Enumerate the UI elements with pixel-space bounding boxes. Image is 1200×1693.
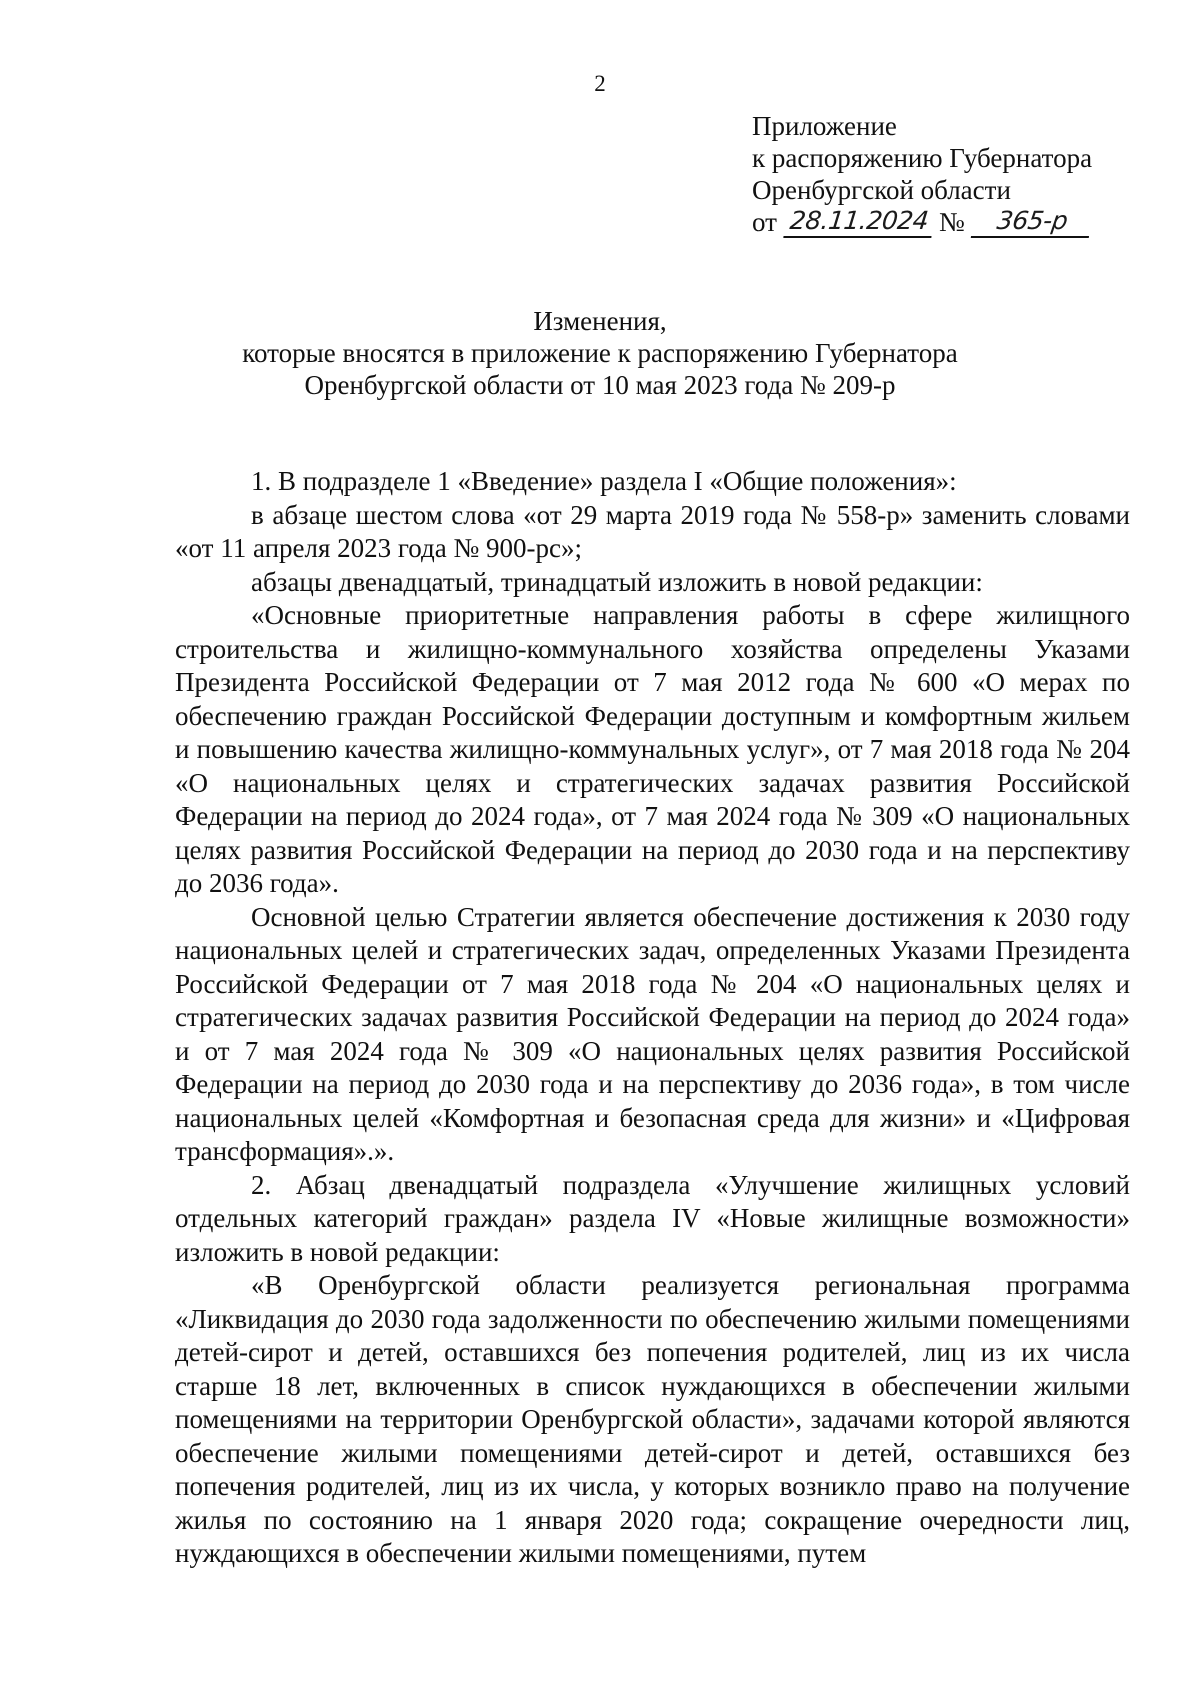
- paragraph: «Основные приоритетные направления работы в сфере жилищного строительства и жилищно-коммунального хозяйства определены Указами Президента Российской Федерации от 7 мая 2012 года № 600 «О мерах по обеспечению граждан Российской Федерации доступным и комфортным жильем и повышению качества жилищно-коммунальных услуг», от 7 мая 2018 года № 204 «О национальных целях и стратегических задачах развития Российской Федерации на период до 2024 года», от 7 мая 2024 года № 309 «О национальных целях развития Российской Федерации на период до 2030 года и на перспективу до 2036 года».: [175, 600, 1130, 898]
- title-line-1: Изменения,: [533, 306, 667, 336]
- title-line-3: Оренбургской области от 10 мая 2023 года № 209-р: [304, 370, 896, 400]
- appendix-line-3: Оренбургской области: [752, 175, 1011, 205]
- handwritten-number: 365-р: [970, 206, 1092, 238]
- paragraph: абзацы двенадцатый, тринадцатый изложить в новой редакции:: [251, 566, 983, 597]
- appendix-line-1: Приложение: [752, 111, 897, 141]
- appendix-date-number-row: [752, 206, 1172, 238]
- appendix-line-2: к распоряжению Губернатора: [752, 143, 1093, 173]
- document-body: [175, 465, 1130, 1571]
- paragraph: 1. В подразделе 1 «Введение» раздела I «Общие положения»:: [251, 466, 957, 496]
- handwritten-date: 28.11.2024: [783, 206, 934, 238]
- page-number: 2: [594, 71, 606, 96]
- paragraph: Основной целью Стратегии является обеспечение достижения к 2030 году национальных целей и стратегических задач, определенных Указами Президента Российской Федерации от 7 мая 2018 года № 204 «О национальных целях и стратегических задачах развития Российской Федерации на период до 2024 года» и от 7 мая 2024 года № 309 «О национальных целях развития Российской Федерации на период до 2030 года и на перспективу до 2036 года», в том числе национальных целей «Комфортная и безопасная среда для жизни» и «Цифровая трансформация».».: [175, 901, 1130, 1166]
- paragraph: «В Оренбургской области реализуется региональная программа «Ликвидация до 2030 года задолженности по обеспечению жилыми помещениями детей-сирот и детей, оставшихся без попечения родителей, лиц из их числа старше 18 лет, включенных в список нуждающихся в обеспечении жилыми помещениями на территории Оренбургской области», задачами которой являются обеспечение жилыми помещениями детей-сирот и детей, оставшихся без попечения родителей, лиц из их числа, у которых возникло право на получение жилья по состоянию на 1 января 2020 года; сокращение очередности лиц, нуждающихся в обеспечении жилыми помещениями, путем: [175, 1270, 1130, 1568]
- paragraph: в абзаце шестом слова «от 29 марта 2019 года № 558-р» заменить словами «от 11 апреля 2023 года № 900-рс»;: [175, 499, 1130, 563]
- appendix-header: [752, 110, 1172, 238]
- appendix-date-prefix: от: [752, 207, 777, 237]
- title-line-2: которые вносятся в приложение к распоряжению Губернатора: [242, 338, 958, 368]
- number-sign: №: [938, 207, 965, 237]
- paragraph: 2. Абзац двенадцатый подраздела «Улучшение жилищных условий отдельных категорий граждан» раздела IV «Новые жилищные возможности» изложить в новой редакции:: [175, 1169, 1130, 1267]
- document-title: [0, 305, 1200, 401]
